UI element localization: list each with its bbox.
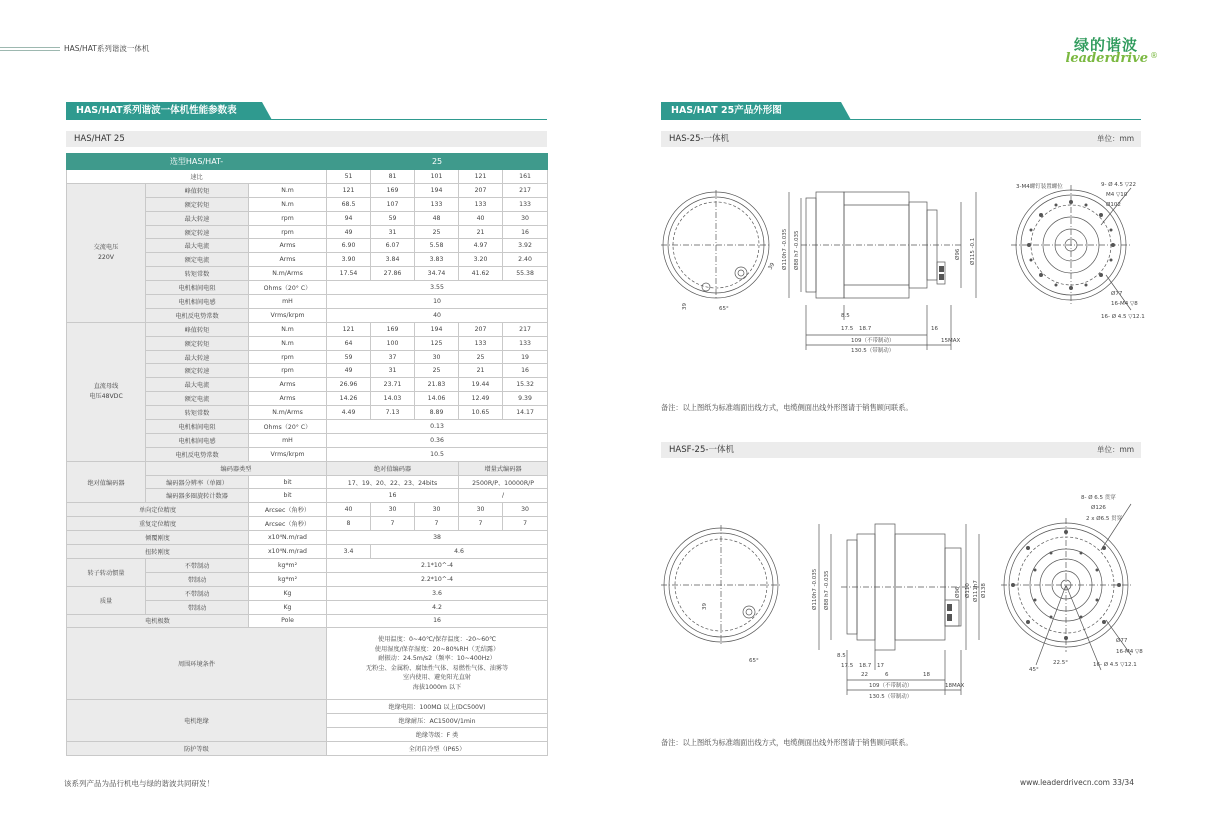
param-value: 64 bbox=[327, 336, 371, 350]
param-value: 49 bbox=[327, 225, 371, 239]
param-value: 5.58 bbox=[415, 239, 459, 253]
has-note: 备注：以上图纸为标准端面出线方式，电缆侧面出线外形图请于销售顾问联系。 bbox=[661, 403, 913, 412]
param-unit: N.m bbox=[249, 336, 327, 350]
cell: bit bbox=[249, 475, 327, 489]
param-value: 121 bbox=[327, 322, 371, 336]
param-value: 133 bbox=[503, 197, 548, 211]
param-value: 59 bbox=[327, 350, 371, 364]
dim-label: 18 bbox=[923, 672, 930, 678]
param-value: 107 bbox=[371, 197, 415, 211]
param-value: 4.97 bbox=[459, 239, 503, 253]
param-value: 40 bbox=[327, 308, 548, 322]
param-unit: mH bbox=[249, 433, 327, 447]
cell: 30 bbox=[459, 503, 503, 517]
cell: 绝对值编码器 bbox=[327, 461, 459, 475]
param-unit: N.m/Arms bbox=[249, 406, 327, 420]
param-name: 最大转速 bbox=[146, 350, 249, 364]
param-value: 48 bbox=[415, 211, 459, 225]
cell: Arcsec（角秒） bbox=[249, 503, 327, 517]
dim-label: Ø110h7 -0.035 bbox=[782, 228, 788, 270]
param-value: 17.54 bbox=[327, 267, 371, 281]
cell: 带制动 bbox=[146, 572, 249, 586]
param-value: 15.32 bbox=[503, 378, 548, 392]
param-value: 49 bbox=[327, 364, 371, 378]
param-value: 68.5 bbox=[327, 197, 371, 211]
footer-left: 该系列产品为品行机电与绿的谐波共同研发！ bbox=[64, 779, 214, 788]
header-rule bbox=[0, 50, 60, 51]
table-row bbox=[67, 531, 548, 545]
param-value: 3.83 bbox=[415, 253, 459, 267]
cell: 质量 bbox=[67, 586, 146, 614]
cell: 编码器多圈旋转计数器 bbox=[146, 489, 249, 503]
cell: x10⁴N.m/rad bbox=[249, 531, 327, 545]
dim-label: 45° bbox=[1029, 667, 1039, 673]
dim-label: 9- Ø 4.5 ▽22 bbox=[1101, 182, 1137, 188]
dim-label: 16 bbox=[931, 326, 938, 332]
cell: 扭转刚度 bbox=[67, 545, 249, 559]
cell: 单向定位精度 bbox=[67, 503, 249, 517]
param-value: 10.5 bbox=[327, 447, 548, 461]
param-value: 21 bbox=[459, 364, 503, 378]
has-drawing bbox=[661, 170, 1151, 370]
param-value: 30 bbox=[503, 211, 548, 225]
param-name: 转矩常数 bbox=[146, 406, 249, 420]
env-cell bbox=[327, 628, 548, 700]
has-unit: 单位：mm bbox=[1097, 134, 1135, 143]
ratio-cell: 161 bbox=[503, 170, 548, 184]
dim-label: Ø96 bbox=[955, 248, 961, 260]
table-row bbox=[67, 614, 548, 628]
dim-label: 16-M4 ▽8 bbox=[1116, 649, 1143, 655]
param-unit: rpm bbox=[249, 211, 327, 225]
dim-label: 16- Ø 4.5 ▽12.1 bbox=[1093, 662, 1137, 668]
cell: 2.2*10^-4 bbox=[327, 572, 548, 586]
running-header: HAS/HAT系列谐波一体机 bbox=[64, 44, 150, 53]
param-unit: mH bbox=[249, 295, 327, 309]
param-value: 0.13 bbox=[327, 420, 548, 434]
dim-label: 18MAX bbox=[945, 683, 965, 689]
cell: 3.4 bbox=[327, 545, 371, 559]
encoder-group-label: 绝对值编码器 bbox=[67, 461, 146, 503]
cell: Pole bbox=[249, 614, 327, 628]
param-value: 94 bbox=[327, 211, 371, 225]
param-value: 7.13 bbox=[371, 406, 415, 420]
param-value: 8.89 bbox=[415, 406, 459, 420]
param-value: 217 bbox=[503, 183, 548, 197]
dim-label: Ø96 bbox=[955, 586, 961, 598]
param-name: 电机相间电感 bbox=[146, 295, 249, 309]
dim-label: 22.5° bbox=[1053, 660, 1068, 666]
dim-label: 18.7 bbox=[859, 663, 872, 669]
cell: 2500R/P、10000R/P bbox=[459, 475, 548, 489]
param-value: 3.92 bbox=[503, 239, 548, 253]
table-row bbox=[67, 461, 548, 475]
dim-label: 39 bbox=[702, 603, 708, 610]
table-row bbox=[67, 183, 548, 197]
dim-label: 65° bbox=[719, 306, 729, 312]
param-value: 16 bbox=[503, 364, 548, 378]
param-name: 额定电流 bbox=[146, 392, 249, 406]
param-unit: Arms bbox=[249, 392, 327, 406]
param-value: 133 bbox=[459, 197, 503, 211]
param-value: 25 bbox=[459, 350, 503, 364]
param-unit: Vrms/krpm bbox=[249, 447, 327, 461]
cell: 4.6 bbox=[371, 545, 548, 559]
param-value: 133 bbox=[415, 197, 459, 211]
cell: 电机绝缘 bbox=[67, 700, 327, 742]
table-row bbox=[67, 586, 548, 600]
dim-label: Ø88 h7 -0.035 bbox=[824, 570, 830, 610]
cell: kg*m² bbox=[249, 572, 327, 586]
param-value: 169 bbox=[371, 183, 415, 197]
param-name: 额定电流 bbox=[146, 253, 249, 267]
dim-label: 3-M4螺钉装置螺位 bbox=[1016, 184, 1063, 190]
dim-label: 8.5 bbox=[837, 653, 846, 659]
model-subtitle: HAS/HAT 25 bbox=[66, 131, 547, 147]
dim-label: Ø77 bbox=[1111, 291, 1123, 297]
header-rule bbox=[0, 47, 60, 48]
logo-cn: 绿的谐波 bbox=[1073, 36, 1138, 54]
param-value: 133 bbox=[459, 336, 503, 350]
param-value: 3.90 bbox=[327, 253, 371, 267]
table-row bbox=[67, 558, 548, 572]
param-name: 电机反电势常数 bbox=[146, 308, 249, 322]
hasf-title: HASF-25-一体机 bbox=[661, 442, 1141, 458]
param-value: 40 bbox=[459, 211, 503, 225]
ac-group bbox=[67, 183, 548, 322]
dim-label: Ø110h7 -0.035 bbox=[812, 568, 818, 610]
param-value: 2.40 bbox=[503, 253, 548, 267]
cell: kg*m² bbox=[249, 558, 327, 572]
env-line: 无粉尘、金属粉、腐蚀性气体、易燃性气体、油雾等 bbox=[365, 664, 509, 672]
dim-label: 130.5（带制动） bbox=[869, 694, 913, 700]
param-value: 3.55 bbox=[327, 281, 548, 295]
cell: 3.6 bbox=[327, 586, 548, 600]
dim-label: Ø115 -0.1 bbox=[970, 237, 976, 265]
cell: / bbox=[459, 489, 548, 503]
cell: 绝缘耐压：AC1500V/1min bbox=[327, 714, 548, 728]
param-name: 峰值转矩 bbox=[146, 183, 249, 197]
param-name: 额定转速 bbox=[146, 364, 249, 378]
table-row bbox=[67, 700, 548, 714]
param-unit: N.m bbox=[249, 197, 327, 211]
cell: 7 bbox=[371, 517, 415, 531]
param-value: 19 bbox=[503, 350, 548, 364]
cell: 绝缘等级：F 类 bbox=[327, 728, 548, 742]
param-value: 207 bbox=[459, 183, 503, 197]
hasf-note: 备注：以上图纸为标准端面出线方式，电缆侧面出线外形图请于销售顾问联系。 bbox=[661, 738, 913, 747]
dim-label: Ø88 h7 -0.035 bbox=[794, 230, 800, 270]
dim-label: 39 bbox=[682, 303, 688, 310]
param-value: 125 bbox=[415, 336, 459, 350]
dim-label: 8- Ø 6.5 贯穿 bbox=[1081, 495, 1116, 501]
dim-label: 65° bbox=[749, 658, 759, 664]
param-name: 额定转矩 bbox=[146, 197, 249, 211]
dim-label: Ø102 bbox=[1106, 202, 1121, 208]
table-row bbox=[67, 742, 548, 756]
hasf-drawing bbox=[661, 490, 1151, 712]
param-value: 133 bbox=[503, 336, 548, 350]
ratio-cell: 81 bbox=[371, 170, 415, 184]
cell: 17、19、20、22、23、24bits bbox=[327, 475, 459, 489]
group-label: 直流母线 电压48VDC bbox=[67, 322, 146, 461]
cell: 重复定位精度 bbox=[67, 517, 249, 531]
param-unit: rpm bbox=[249, 350, 327, 364]
cell: 不带制动 bbox=[146, 586, 249, 600]
param-value: 31 bbox=[371, 364, 415, 378]
param-name: 电机相间电感 bbox=[146, 433, 249, 447]
cell: bit bbox=[249, 489, 327, 503]
param-value: 41.62 bbox=[459, 267, 503, 281]
param-value: 37 bbox=[371, 350, 415, 364]
cell: 不带制动 bbox=[146, 558, 249, 572]
footer-right: www.leaderdrivecn.com 33/34 bbox=[1020, 778, 1134, 787]
param-name: 额定转速 bbox=[146, 225, 249, 239]
env-line: 使用湿度/保存湿度：20~80%RH（无结露） bbox=[374, 645, 500, 653]
param-name: 最大电流 bbox=[146, 378, 249, 392]
env-line: 室内使用、避免阳光直射 bbox=[403, 674, 472, 682]
param-name: 电机相间电阻 bbox=[146, 281, 249, 295]
table-row bbox=[67, 628, 548, 700]
param-unit: rpm bbox=[249, 364, 327, 378]
param-value: 3.84 bbox=[371, 253, 415, 267]
param-value: 34.74 bbox=[415, 267, 459, 281]
cell: 4.2 bbox=[327, 600, 548, 614]
logo-en: leaderdrive bbox=[1065, 51, 1148, 66]
cell: Arcsec（角秒） bbox=[249, 517, 327, 531]
param-value: 6.90 bbox=[327, 239, 371, 253]
cell: 16 bbox=[327, 614, 548, 628]
cell: 8 bbox=[327, 517, 371, 531]
dim-label: 109（不带制动） bbox=[851, 338, 895, 344]
cell: 16 bbox=[327, 489, 459, 503]
param-value: 25 bbox=[415, 364, 459, 378]
param-value: 4.49 bbox=[327, 406, 371, 420]
cell: 编码器类型 bbox=[146, 461, 327, 475]
dim-label: 17.5 bbox=[841, 326, 854, 332]
dim-label: 6 bbox=[885, 672, 889, 678]
env-line: 耐振动：24.5m/s2（频率：10~400Hz） bbox=[378, 655, 496, 663]
dim-label: Ø126 bbox=[1091, 505, 1106, 511]
cell: 40 bbox=[327, 503, 371, 517]
param-value: 14.03 bbox=[371, 392, 415, 406]
param-value: 194 bbox=[415, 183, 459, 197]
cell: 全闭自冷型（IP65） bbox=[327, 742, 548, 756]
param-value: 207 bbox=[459, 322, 503, 336]
table-row bbox=[67, 170, 548, 184]
group-label: 交流电压 220V bbox=[67, 183, 146, 322]
dim-label: 18.7 bbox=[859, 326, 872, 332]
table-row bbox=[67, 545, 548, 559]
param-value: 59 bbox=[371, 211, 415, 225]
param-name: 转矩常数 bbox=[146, 267, 249, 281]
cell: 2.1*10^-4 bbox=[327, 558, 548, 572]
cell: 倾覆刚度 bbox=[67, 531, 249, 545]
param-name: 额定转矩 bbox=[146, 336, 249, 350]
cell: 38 bbox=[327, 531, 548, 545]
cell: 30 bbox=[371, 503, 415, 517]
cell: 周围环境条件 bbox=[67, 628, 327, 700]
param-value: 26.96 bbox=[327, 378, 371, 392]
cell: Kg bbox=[249, 586, 327, 600]
param-value: 10 bbox=[327, 295, 548, 309]
section-title-right: HAS/HAT 25产品外形图 bbox=[661, 102, 841, 120]
param-unit: Ohms（20° C） bbox=[249, 281, 327, 295]
param-name: 电机反电势常数 bbox=[146, 447, 249, 461]
param-value: 27.86 bbox=[371, 267, 415, 281]
table-row bbox=[67, 503, 548, 517]
has-title: HAS-25-一体机 bbox=[661, 131, 1141, 147]
cell: 绝缘电阻：100MΩ 以上(DC500V) bbox=[327, 700, 548, 714]
cell: 增量式编码器 bbox=[459, 461, 548, 475]
param-value: 21 bbox=[459, 225, 503, 239]
dim-label: M4 ▽10 bbox=[1106, 192, 1128, 198]
dim-label: 16- Ø 4.5 ▽12.1 bbox=[1101, 314, 1145, 320]
param-name: 最大转速 bbox=[146, 211, 249, 225]
cell: Kg bbox=[249, 600, 327, 614]
cell: 7 bbox=[415, 517, 459, 531]
env-line: 海拔1000m 以下 bbox=[412, 683, 462, 691]
param-unit: rpm bbox=[249, 225, 327, 239]
param-value: 0.36 bbox=[327, 433, 548, 447]
dim-label: Ø138 bbox=[981, 583, 987, 598]
cell: 带制动 bbox=[146, 600, 249, 614]
ratio-label: 速比 bbox=[67, 170, 327, 184]
env-line: 使用温度：0~40℃/保存温度：-20~60℃ bbox=[378, 636, 497, 644]
dim-label: 15MAX bbox=[941, 338, 961, 344]
spec-table bbox=[66, 153, 548, 756]
dim-label: 39 bbox=[767, 261, 777, 271]
dim-label: 17.5 bbox=[841, 663, 854, 669]
param-unit: Ohms（20° C） bbox=[249, 420, 327, 434]
param-value: 3.20 bbox=[459, 253, 503, 267]
dim-label: 109（不带制动） bbox=[869, 683, 913, 689]
param-unit: N.m bbox=[249, 322, 327, 336]
param-value: 31 bbox=[371, 225, 415, 239]
cell: 30 bbox=[503, 503, 548, 517]
section-rule bbox=[841, 119, 1141, 120]
dim-label: 17 bbox=[877, 663, 884, 669]
dim-label: 22 bbox=[861, 672, 868, 678]
dim-label: Ø77 bbox=[1116, 638, 1128, 644]
table-row bbox=[67, 322, 548, 336]
param-value: 19.44 bbox=[459, 378, 503, 392]
dim-label: Ø110 bbox=[965, 583, 971, 598]
param-unit: N.m bbox=[249, 183, 327, 197]
cell: 7 bbox=[503, 517, 548, 531]
param-value: 14.06 bbox=[415, 392, 459, 406]
cell: 防护等级 bbox=[67, 742, 327, 756]
param-name: 最大电流 bbox=[146, 239, 249, 253]
param-unit: Arms bbox=[249, 378, 327, 392]
dim-label: 2 x Ø6.5 贯穿 bbox=[1086, 516, 1123, 522]
param-value: 14.26 bbox=[327, 392, 371, 406]
param-value: 14.17 bbox=[503, 406, 548, 420]
hasf-unit: 单位：mm bbox=[1097, 445, 1135, 454]
cell: 电机极数 bbox=[67, 614, 249, 628]
param-value: 25 bbox=[415, 225, 459, 239]
param-unit: Arms bbox=[249, 253, 327, 267]
param-value: 10.65 bbox=[459, 406, 503, 420]
dim-label: 130.5（带制动） bbox=[851, 348, 895, 354]
cell: x10⁴N.m/rad bbox=[249, 545, 327, 559]
param-value: 55.38 bbox=[503, 267, 548, 281]
param-unit: Vrms/krpm bbox=[249, 308, 327, 322]
head-model: 25 bbox=[327, 154, 548, 170]
ratio-cell: 51 bbox=[327, 170, 371, 184]
param-value: 16 bbox=[503, 225, 548, 239]
dim-label: 8.5 bbox=[841, 313, 850, 319]
brand-logo bbox=[1052, 34, 1158, 70]
param-value: 217 bbox=[503, 322, 548, 336]
param-value: 169 bbox=[371, 322, 415, 336]
param-value: 21.83 bbox=[415, 378, 459, 392]
param-value: 194 bbox=[415, 322, 459, 336]
ratio-cell: 101 bbox=[415, 170, 459, 184]
dim-label: 16-M4 ▽8 bbox=[1111, 301, 1138, 307]
head-label: 选型HAS/HAT- bbox=[67, 154, 327, 170]
param-value: 12.49 bbox=[459, 392, 503, 406]
param-value: 30 bbox=[415, 350, 459, 364]
param-value: 121 bbox=[327, 183, 371, 197]
ratio-cell: 121 bbox=[459, 170, 503, 184]
dc-group bbox=[67, 322, 548, 461]
param-value: 23.71 bbox=[371, 378, 415, 392]
param-value: 6.07 bbox=[371, 239, 415, 253]
cell: 30 bbox=[415, 503, 459, 517]
cell: 转子转动惯量 bbox=[67, 558, 146, 586]
section-title-left: HAS/HAT系列谐波一体机性能参数表 bbox=[66, 102, 262, 120]
registered-icon: ® bbox=[1150, 51, 1158, 60]
param-value: 100 bbox=[371, 336, 415, 350]
section-rule bbox=[262, 119, 547, 120]
cell: 7 bbox=[459, 517, 503, 531]
dim-label: Ø111h7 bbox=[973, 580, 979, 602]
param-name: 电机相间电阻 bbox=[146, 420, 249, 434]
table-head-row bbox=[67, 154, 548, 170]
cell: 编码器分辨率（单圈） bbox=[146, 475, 249, 489]
param-unit: N.m/Arms bbox=[249, 267, 327, 281]
param-value: 9.39 bbox=[503, 392, 548, 406]
table-row bbox=[67, 517, 548, 531]
param-unit: Arms bbox=[249, 239, 327, 253]
param-name: 峰值转矩 bbox=[146, 322, 249, 336]
